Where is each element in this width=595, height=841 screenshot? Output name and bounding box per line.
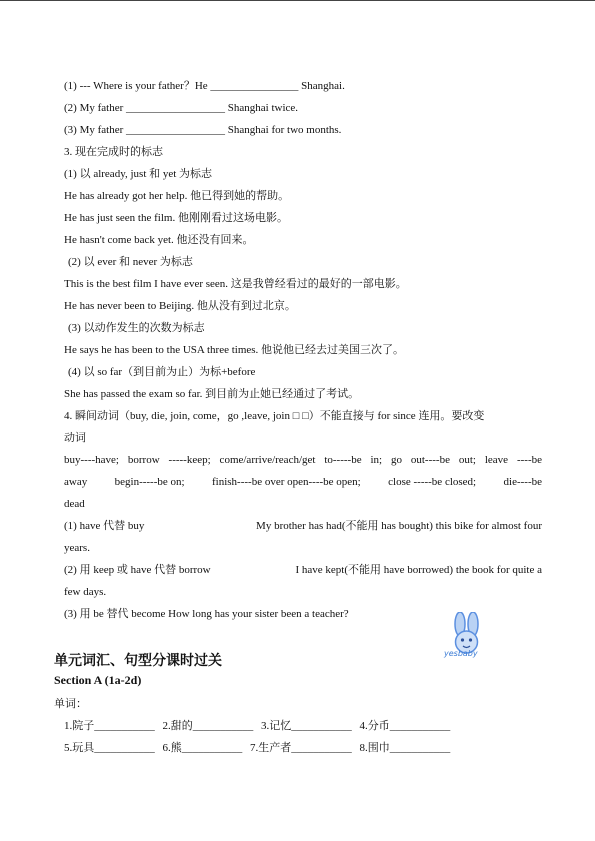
verb-pairs-line: buy----have; borrow -----keep; come/arrive/reach/get to-----be in; go out----be out; leave ----be bbox=[64, 454, 542, 466]
verb-pairs-row bbox=[64, 475, 542, 489]
section-title: 单元词汇、句型分课时过关 bbox=[54, 653, 222, 669]
top-rule bbox=[0, 0, 595, 1]
rule-label: (2) 用 keep 或 have 代替 borrow bbox=[64, 564, 211, 576]
sub-heading-3: (3) 以动作发生的次数为标志 bbox=[68, 322, 205, 334]
example-line: He has already got her help. 他已得到她的帮助。 bbox=[64, 190, 290, 202]
vocab-item: 1.院子___________ bbox=[64, 720, 155, 732]
rule-label: (1) have 代替 buy bbox=[64, 520, 145, 532]
rule-example: I have kept(不能用 have borrowed) the book for quite a bbox=[295, 564, 542, 576]
exercise-line-1: (1) --- Where is your father？He ________________ Shanghai. bbox=[64, 80, 345, 92]
example-line: He has just seen the film. 他刚刚看过这场电影。 bbox=[64, 212, 288, 224]
vocab-row-2 bbox=[64, 739, 455, 755]
verb-pairs-end: dead bbox=[64, 498, 85, 510]
example-line: He says he has been to the USA three times. 他说他已经去过美国三次了。 bbox=[64, 344, 405, 356]
heading-4-continued: 动词 bbox=[64, 432, 86, 444]
rule-example-continued: years. bbox=[64, 542, 90, 554]
vocab-item: 6.熊___________ bbox=[162, 742, 243, 754]
vocab-item: 3.记忆___________ bbox=[261, 720, 352, 732]
logo-wordmark: yesbaby bbox=[444, 649, 478, 658]
words-label: 单词： bbox=[54, 698, 87, 710]
sub-heading-4: (4) 以 so far（到目前为止）为标+before bbox=[68, 366, 256, 378]
verb-pair: begin-----be on; bbox=[114, 476, 185, 488]
section-subtitle: Section A (1a-2d) bbox=[54, 673, 142, 687]
rule-row-become: (3) 用 be 替代 become How long has your sister been a teacher? bbox=[64, 608, 349, 620]
example-line: He has never been to Beijing. 他从没有到过北京。 bbox=[64, 300, 296, 312]
example-line: This is the best film I have ever seen. 这是我曾经看过的最好的一部电影。 bbox=[64, 278, 407, 290]
vocab-item: 4.分币___________ bbox=[359, 720, 451, 732]
example-line: He hasn't come back yet. 他还没有回来。 bbox=[64, 234, 254, 246]
vocab-item: 2.甜的___________ bbox=[162, 720, 254, 732]
exercise-line-2: (2) My father __________________ Shanghai twice. bbox=[64, 102, 299, 114]
sub-heading-2: (2) 以 ever 和 never 为标志 bbox=[68, 256, 193, 268]
rule-example-continued: few days. bbox=[64, 586, 107, 598]
rule-row-keep bbox=[64, 563, 542, 577]
heading-3: 3. 现在完成时的标志 bbox=[64, 146, 163, 158]
sub-heading-1: (1) 以 already, just 和 yet 为标志 bbox=[64, 168, 213, 180]
vocab-item: 7.生产者___________ bbox=[250, 742, 352, 754]
verb-pair: die----be bbox=[503, 476, 542, 488]
rule-row-buy bbox=[64, 519, 542, 533]
exercise-line-3: (3) My father __________________ Shanghai for two months. bbox=[64, 124, 342, 136]
heading-4: 4. 瞬间动词（buy, die, join, come，go ,leave, join □ □）不能直接与 for since 连用。要改变 bbox=[64, 410, 485, 422]
example-line: She has passed the exam so far. 到目前为止她已经通过了考试。 bbox=[64, 388, 360, 400]
verb-pair: close -----be closed; bbox=[388, 476, 477, 488]
verb-pair: away bbox=[64, 476, 88, 488]
rule-example: My brother has had(不能用 has bought) this bike for almost four bbox=[256, 520, 542, 532]
vocab-row-1 bbox=[64, 717, 455, 733]
vocab-item: 5.玩具___________ bbox=[64, 742, 155, 754]
vocab-item: 8.围巾___________ bbox=[359, 742, 451, 754]
verb-pair: finish----be over open----be open; bbox=[211, 476, 361, 488]
